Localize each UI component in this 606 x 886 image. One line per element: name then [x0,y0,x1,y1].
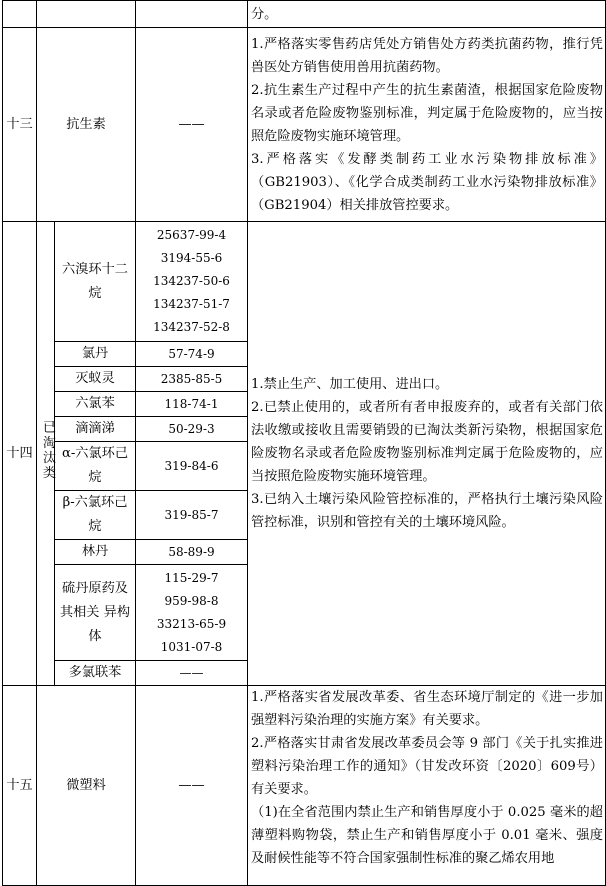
row-number: 十四 [3,222,37,686]
substance-name: β-六氯环己烷 [55,491,136,540]
requirement-paragraph: 2.严格落实甘肃省发展改革委员会等 9 部门《关于扎实推进塑料污染治理工作的通知》（甘发改环资〔2020〕609号）有关要求。 [251,736,603,797]
requirement-paragraph: 3.严格落实《发酵类制药工业水污染物排放标准》（GB21903）、《化学合成类制药工业水污染物排放标准》（GB21904）相关排放管控要求。 [251,151,603,213]
table-row-15 [3,686,606,886]
substance-name: 硫丹原药及其相关 异构体 [55,565,136,661]
substance-name: 灭蚁灵 [55,367,136,392]
no-cell [3,1,37,28]
requirement-paragraph: 1.禁止生产、加工使用、进出口。 [251,377,449,392]
table-row-13 [3,28,606,222]
table-row-continued [3,1,606,28]
cas-cell [136,1,248,28]
row-number: 十三 [3,28,37,222]
cas-number: 115-29-7 [164,570,219,585]
requirement-cell [248,1,606,28]
cas-number: 319-85-7 [136,491,248,540]
requirement-cell [248,686,606,886]
substance-name: α-六氯环己烷 [55,442,136,491]
substance-name: 六氯苯 [55,392,136,417]
substance-name: 六溴环十二烷 [55,222,136,342]
cas-number: 319-84-6 [136,442,248,491]
cas-number: 58-89-9 [136,540,248,565]
cas-number: 134237-51-7 [153,297,230,311]
requirement-paragraph: 分。 [251,6,278,22]
pollutant-control-table [2,0,606,886]
cas-number: 3194-55-6 [160,251,223,265]
requirement-paragraph: 2.抗生素生产过程中产生的抗生素菌渣，根据国家危险废物名录或者危险废物鉴别标准，判定属于危险废物的，应当按照危险废物实施环境管理。 [251,82,603,144]
group-label [37,222,55,686]
requirement-paragraph: 1.严格落实省发展改革委、省生态环境厅制定的《进一步加强塑料污染治理的实施方案》有关要求。 [251,690,603,728]
pollutant-name: 抗生素 [37,28,136,222]
cas-number-list [136,565,248,661]
cas-number: 134237-50-6 [153,274,230,288]
row-number: 十五 [3,686,37,886]
cas-number: 118-74-1 [136,392,248,417]
requirement-paragraph: 3.已纳入土壤污染风险管控标准的，严格执行土壤污染风险管控标准，识别和管控有关的土壤环境风险。 [251,492,603,530]
cas-number-list [136,222,248,342]
cas-number: 25637-99-4 [156,228,227,242]
cas-number: 50-29-3 [136,417,248,442]
table-row-14 [3,222,606,342]
pollutant-name: 微塑料 [37,686,136,886]
group-label-text: 已淘汰类 [40,419,55,481]
requirement-paragraph: （1)在全省范围内禁止生产和销售厚度小于 0.025 毫米的超薄塑料购物袋，禁止生产和销售厚度小于 0.01 毫米、强度及耐候性能等不符合国家强制性标准的聚乙烯农用地 [251,805,603,866]
substance-name: 氯丹 [55,342,136,367]
requirement-cell [248,28,606,222]
substance-name: 林丹 [55,540,136,565]
requirement-paragraph: 2.已禁止使用的，或者所有者申报废弃的，或者有关部门依法收缴或接收且需要销毁的已淘汰类新污染物，根据国家危险废物名录或者危险废物鉴别标准判定属于危险废物的，应当按照危险废物实施环境管理。 [251,400,603,484]
cas-number: —— [136,28,248,222]
substance-name: 多氯联苯 [55,661,136,686]
name-cell [37,1,136,28]
requirement-paragraph: 1.严格落实零售药店凭处方销售处方药类抗菌药物，推行凭兽医处方销售使用兽用抗菌药物。 [251,36,603,75]
cas-number: —— [136,661,248,686]
cas-number: 33213-65-9 [156,616,227,631]
cas-number: 1031-07-8 [160,639,223,654]
cas-number: 134237-52-8 [153,320,230,334]
substance-name: 滴滴涕 [55,417,136,442]
cas-number: —— [136,686,248,886]
cas-number: 57-74-9 [136,342,248,367]
requirement-cell [248,222,606,686]
cas-number: 2385-85-5 [136,367,248,392]
cas-number: 959-98-8 [164,593,219,608]
